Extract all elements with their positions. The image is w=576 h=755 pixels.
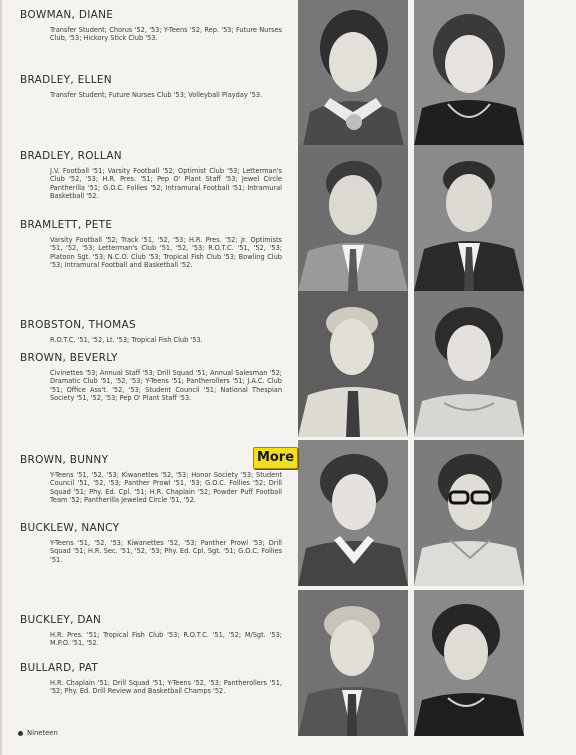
student-entry <box>20 614 282 648</box>
student-activities: H.R. Chaplain '51; Drill Squad '51; Y-Teens '52, '53; Pantherollers '51, '52; Phy. Ed. Drill Review and Basketball Champs '52. <box>50 679 282 696</box>
page-label: Nineteen <box>27 729 58 737</box>
portrait-photo <box>298 440 408 586</box>
student-entry <box>20 454 282 505</box>
student-entry <box>20 662 282 696</box>
portrait-photo <box>414 590 524 736</box>
student-activities: Varsity Football '52; Track '51, '52, '53; H.R. Pres. '52; Jr. Optimists '51, '52, '53; Letterman's Club '51, '52, '53; R.O.T.C. '51, '52, '53; Platoon Sgt. '53; N.C.O. Club '53; Tropical Fish Club '53; Bowling Club '53; Intramural Football and Basketball '52. <box>50 236 282 270</box>
portrait-photo <box>414 440 524 586</box>
student-name: BROWN, BEVERLY <box>20 352 118 364</box>
portrait-photo <box>298 590 408 736</box>
portrait-photo <box>414 145 524 291</box>
student-activities: R.O.T.C. '51, '52, Lt. '53; Tropical Fish Club '53. <box>50 336 203 344</box>
portrait-photo <box>298 145 408 291</box>
student-activities: J.V. Football '51; Varsity Football '52; Optimist Club '53; Letterman's Club '52, '53; H.R. Pres. '51; Pep O' Plant Staff '53; Jewel Circle Pantherilla '51; G.O.C. Follies '52; Intramural Football '51; Intramural Basketball '52. <box>50 167 282 201</box>
photo-row <box>298 440 524 586</box>
portrait-photo <box>414 0 524 146</box>
photo-row <box>298 291 524 437</box>
bullet-icon <box>18 731 23 736</box>
more-button[interactable]: More <box>253 447 298 469</box>
student-name: BRADLEY, ROLLAN <box>20 150 122 162</box>
student-activities: Y-Teens '51, '52, '53; Kiwanettes '52, '53; Honor Society '53; Student Council '51, '52, '53; Panther Prowl '51, '53; G.O.C. Follies '52; Drill Squad '51; Phy. Ed. Cpl. '51; H.R. Chaplain '52; Powder Puff Football Team '52; Pantherilla Jeweled Circle '51, '52. <box>50 471 282 505</box>
student-activities: H.R. Pres. '51; Tropical Fish Club '53; R.O.T.C. '51, '52; M/Sgt. '53; M.P.O. '51, '52. <box>50 631 282 648</box>
student-activities: Civinettes '53; Annual Staff '53; Drill Squad '51; Annual Salesman '52; Dramatic Club '51, '52, '53; Y-Teens '51; Pantherollers '51; J.A.C. Club '51; Office Ass't. '52, '53; Student Council '51; National Thespian Society '51, '52, '53; Pep O' Plant Staff '53. <box>50 369 282 403</box>
student-entry <box>20 9 282 43</box>
portrait-photo <box>298 0 408 146</box>
student-name: BUCKLEY, DAN <box>20 614 102 626</box>
page-footer <box>18 729 58 737</box>
student-name: BRAMLETT, PETE <box>20 219 113 231</box>
student-name: BUCKLEW, NANCY <box>20 522 120 534</box>
student-entry <box>20 352 282 403</box>
portrait-photo <box>298 291 408 437</box>
page-edge <box>0 0 2 755</box>
student-entry <box>20 219 282 270</box>
student-name: BRADLEY, ELLEN <box>20 74 112 86</box>
photo-row <box>298 145 524 291</box>
student-entry <box>20 150 282 201</box>
student-entry <box>20 522 282 564</box>
photo-row <box>298 590 524 736</box>
portrait-photo <box>414 291 524 437</box>
student-name: BULLARD, PAT <box>20 662 99 674</box>
student-name: BROWN, BUNNY <box>20 454 109 466</box>
student-activities: Transfer Student; Chorus '52, '53; Y-Teens '52, Rep. '53; Future Nurses Club, '53; Hickory Stick Club '53. <box>50 26 282 43</box>
student-activities: Y-Teens '51, '52, '53; Kiwanettes '52, '53; Panther Prowl '53; Drill Squad '51; H.R. Sec. '51, '52, '53; Phy. Ed. Cpl. Sgt. '51; G.O.C. Follies '51. <box>50 539 282 564</box>
student-name: BOWMAN, DIANE <box>20 9 114 21</box>
photo-row <box>298 0 524 146</box>
student-activities: Transfer Student; Future Nurses Club '53; Volleyball Playday '53. <box>50 91 263 99</box>
student-name: BROBSTON, THOMAS <box>20 319 136 331</box>
student-entry <box>20 74 282 99</box>
student-entry <box>20 319 282 344</box>
